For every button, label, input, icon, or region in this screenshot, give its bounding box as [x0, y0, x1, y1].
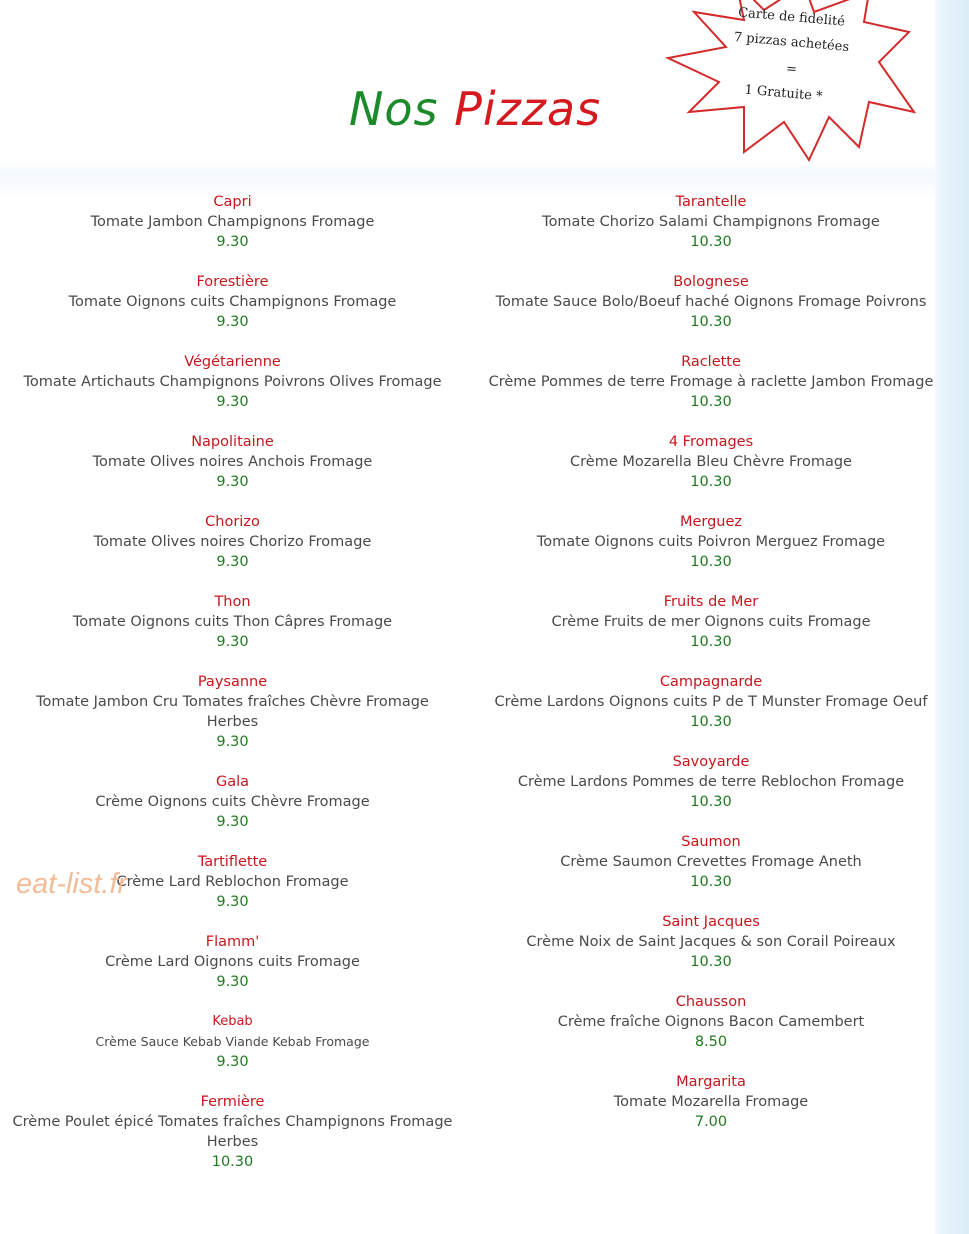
pizza-ingredients: Tomate Artichauts Champignons Poivrons Olives Fromage [23, 374, 442, 390]
pizza-ingredients: Crème Oignons cuits Chèvre Fromage [95, 794, 370, 810]
pizza-ingredients: Tomate Jambon Champignons Fromage [90, 214, 375, 230]
pizza-ingredients: Crème Fruits de mer Oignons cuits Fromage [551, 614, 871, 630]
pizza-price: 10.30 [690, 314, 732, 330]
pizza-name: Fruits de Mer [663, 594, 759, 610]
pizza-name: Raclette [681, 354, 741, 370]
pizza-ingredients: Tomate Oignons cuits Thon Câpres Fromage [72, 614, 393, 630]
pizza-name: Bolognese [673, 274, 749, 290]
pizza-name: Saint Jacques [662, 914, 760, 930]
pizza-ingredients: Tomate Olives noires Anchois Fromage [92, 454, 373, 470]
pizza-name: Capri [213, 194, 252, 210]
pizza-price: 10.30 [211, 1154, 254, 1170]
pizza-name: Margarita [676, 1074, 746, 1090]
loyalty-card-starburst [664, 0, 919, 167]
pizza-price: 9.30 [216, 234, 249, 250]
pizza-name: Tartiflette [197, 854, 268, 870]
pizza-price: 10.30 [690, 554, 732, 570]
pizza-price: 10.30 [690, 474, 732, 490]
pizza-item [10, 772, 455, 832]
pizza-name: Flamm' [205, 934, 260, 950]
pizza-name: Paysanne [197, 674, 268, 690]
pizza-item [10, 192, 455, 252]
menu-column-right [480, 192, 942, 1152]
pizza-item [480, 352, 942, 412]
pizza-item [10, 932, 455, 992]
pizza-ingredients: Crème Mozarella Bleu Chèvre Fromage [570, 454, 852, 470]
pizza-name: Chorizo [205, 514, 260, 530]
pizza-ingredients: Crème Lardons Oignons cuits P de T Munster Fromage Oeuf [494, 694, 928, 710]
pizza-price: 9.30 [216, 1054, 249, 1070]
pizza-price: 9.30 [216, 634, 249, 650]
pizza-item [480, 672, 942, 732]
pizza-price: 10.30 [690, 794, 732, 810]
watermark-logo: eat-list.fr [16, 868, 128, 900]
pizza-price: 8.50 [694, 1034, 728, 1050]
pizza-item [480, 192, 942, 252]
pizza-price: 9.30 [216, 734, 249, 750]
pizza-ingredients: Crème Sauce Kebab Viande Kebab Fromage [95, 1034, 370, 1049]
pizza-ingredients: Tomate Oignons cuits Champignons Fromage [68, 294, 397, 310]
pizza-price: 9.30 [216, 554, 249, 570]
pizza-item [10, 512, 455, 572]
pizza-name: Savoyarde [672, 754, 750, 770]
pizza-price: 10.30 [690, 954, 732, 970]
pizza-price: 10.30 [690, 634, 732, 650]
pizza-name: Thon [214, 594, 251, 610]
pizza-name: 4 Fromages [668, 434, 754, 450]
pizza-ingredients: Tomate Mozarella Fromage [613, 1094, 809, 1110]
pizza-item [10, 1092, 455, 1172]
pizza-name: Tarantelle [675, 194, 747, 210]
pizza-name: Fermière [200, 1094, 265, 1110]
pizza-item [10, 272, 455, 332]
pizza-item [480, 272, 942, 332]
pizza-ingredients: Tomate Jambon Cru Tomates fraîches Chèvre Fromage Herbes [36, 694, 429, 730]
pizza-price: 10.30 [690, 234, 732, 250]
pizza-item [10, 352, 455, 412]
pizza-ingredients: Tomate Oignons cuits Poivron Merguez Fromage [536, 534, 886, 550]
pizza-price: 7.00 [694, 1114, 728, 1130]
pizza-price: 9.30 [216, 814, 249, 830]
pizza-ingredients: Crème Lard Oignons cuits Fromage [105, 954, 360, 970]
pizza-name: Chausson [675, 994, 747, 1010]
pizza-ingredients: Crème Lardons Pommes de terre Reblochon Fromage [517, 774, 905, 790]
pizza-name: Campagnarde [659, 674, 763, 690]
pizza-name: Kebab [212, 1014, 253, 1029]
loyalty-line-4: 1 Gratuite * [743, 82, 824, 105]
pizza-name: Gala [215, 774, 250, 790]
pizza-item [480, 512, 942, 572]
pizza-name: Merguez [679, 514, 743, 530]
pizza-item [480, 912, 942, 972]
title-word-nos: Nos [348, 82, 439, 136]
pizza-name: Végétarienne [184, 354, 281, 370]
pizza-price: 9.30 [216, 474, 249, 490]
pizza-price: 10.30 [690, 874, 732, 890]
pizza-ingredients: Crème fraîche Oignons Bacon Camembert [557, 1014, 865, 1030]
loyalty-line-2: 7 pizzas achetées [733, 29, 850, 56]
pizza-item [480, 832, 942, 892]
pizza-price: 9.30 [216, 894, 249, 910]
loyalty-line-1: Carte de fidelité [737, 5, 846, 30]
pizza-item [480, 992, 942, 1052]
loyalty-line-3: = [785, 61, 798, 78]
pizza-ingredients: Crème Pommes de terre Fromage à raclette Jambon Fromage [488, 374, 934, 390]
pizza-item [10, 1012, 455, 1072]
pizza-item [480, 1072, 942, 1132]
pizza-ingredients: Crème Saumon Crevettes Fromage Aneth [560, 854, 862, 870]
pizza-item [480, 752, 942, 812]
pizza-name: Forestière [196, 274, 269, 290]
pizza-item [10, 672, 455, 752]
pizza-ingredients: Tomate Sauce Bolo/Boeuf haché Oignons Fromage Poivrons [495, 294, 927, 310]
pizza-ingredients: Tomate Olives noires Chorizo Fromage [93, 534, 372, 550]
pizza-item [10, 432, 455, 492]
pizza-price: 9.30 [216, 394, 249, 410]
pizza-ingredients: Crème Noix de Saint Jacques & son Corail Poireaux [526, 934, 896, 950]
pizza-ingredients: Crème Poulet épicé Tomates fraîches Champignons Fromage Herbes [12, 1114, 453, 1150]
pizza-price: 9.30 [216, 974, 249, 990]
pizza-item [480, 432, 942, 492]
pizza-item [480, 592, 942, 652]
pizza-name: Napolitaine [191, 434, 274, 450]
pizza-price: 9.30 [216, 314, 249, 330]
menu-column-left [10, 192, 455, 1192]
pizza-ingredients: Tomate Chorizo Salami Champignons Fromage [542, 214, 880, 230]
pizza-ingredients: Crème Lard Reblochon Fromage [116, 874, 349, 890]
pizza-item [10, 592, 455, 652]
pizza-name: Saumon [681, 834, 741, 850]
pizza-price: 10.30 [690, 714, 732, 730]
title-word-pizzas: Pizzas [454, 82, 602, 136]
pizza-price: 10.30 [690, 394, 732, 410]
